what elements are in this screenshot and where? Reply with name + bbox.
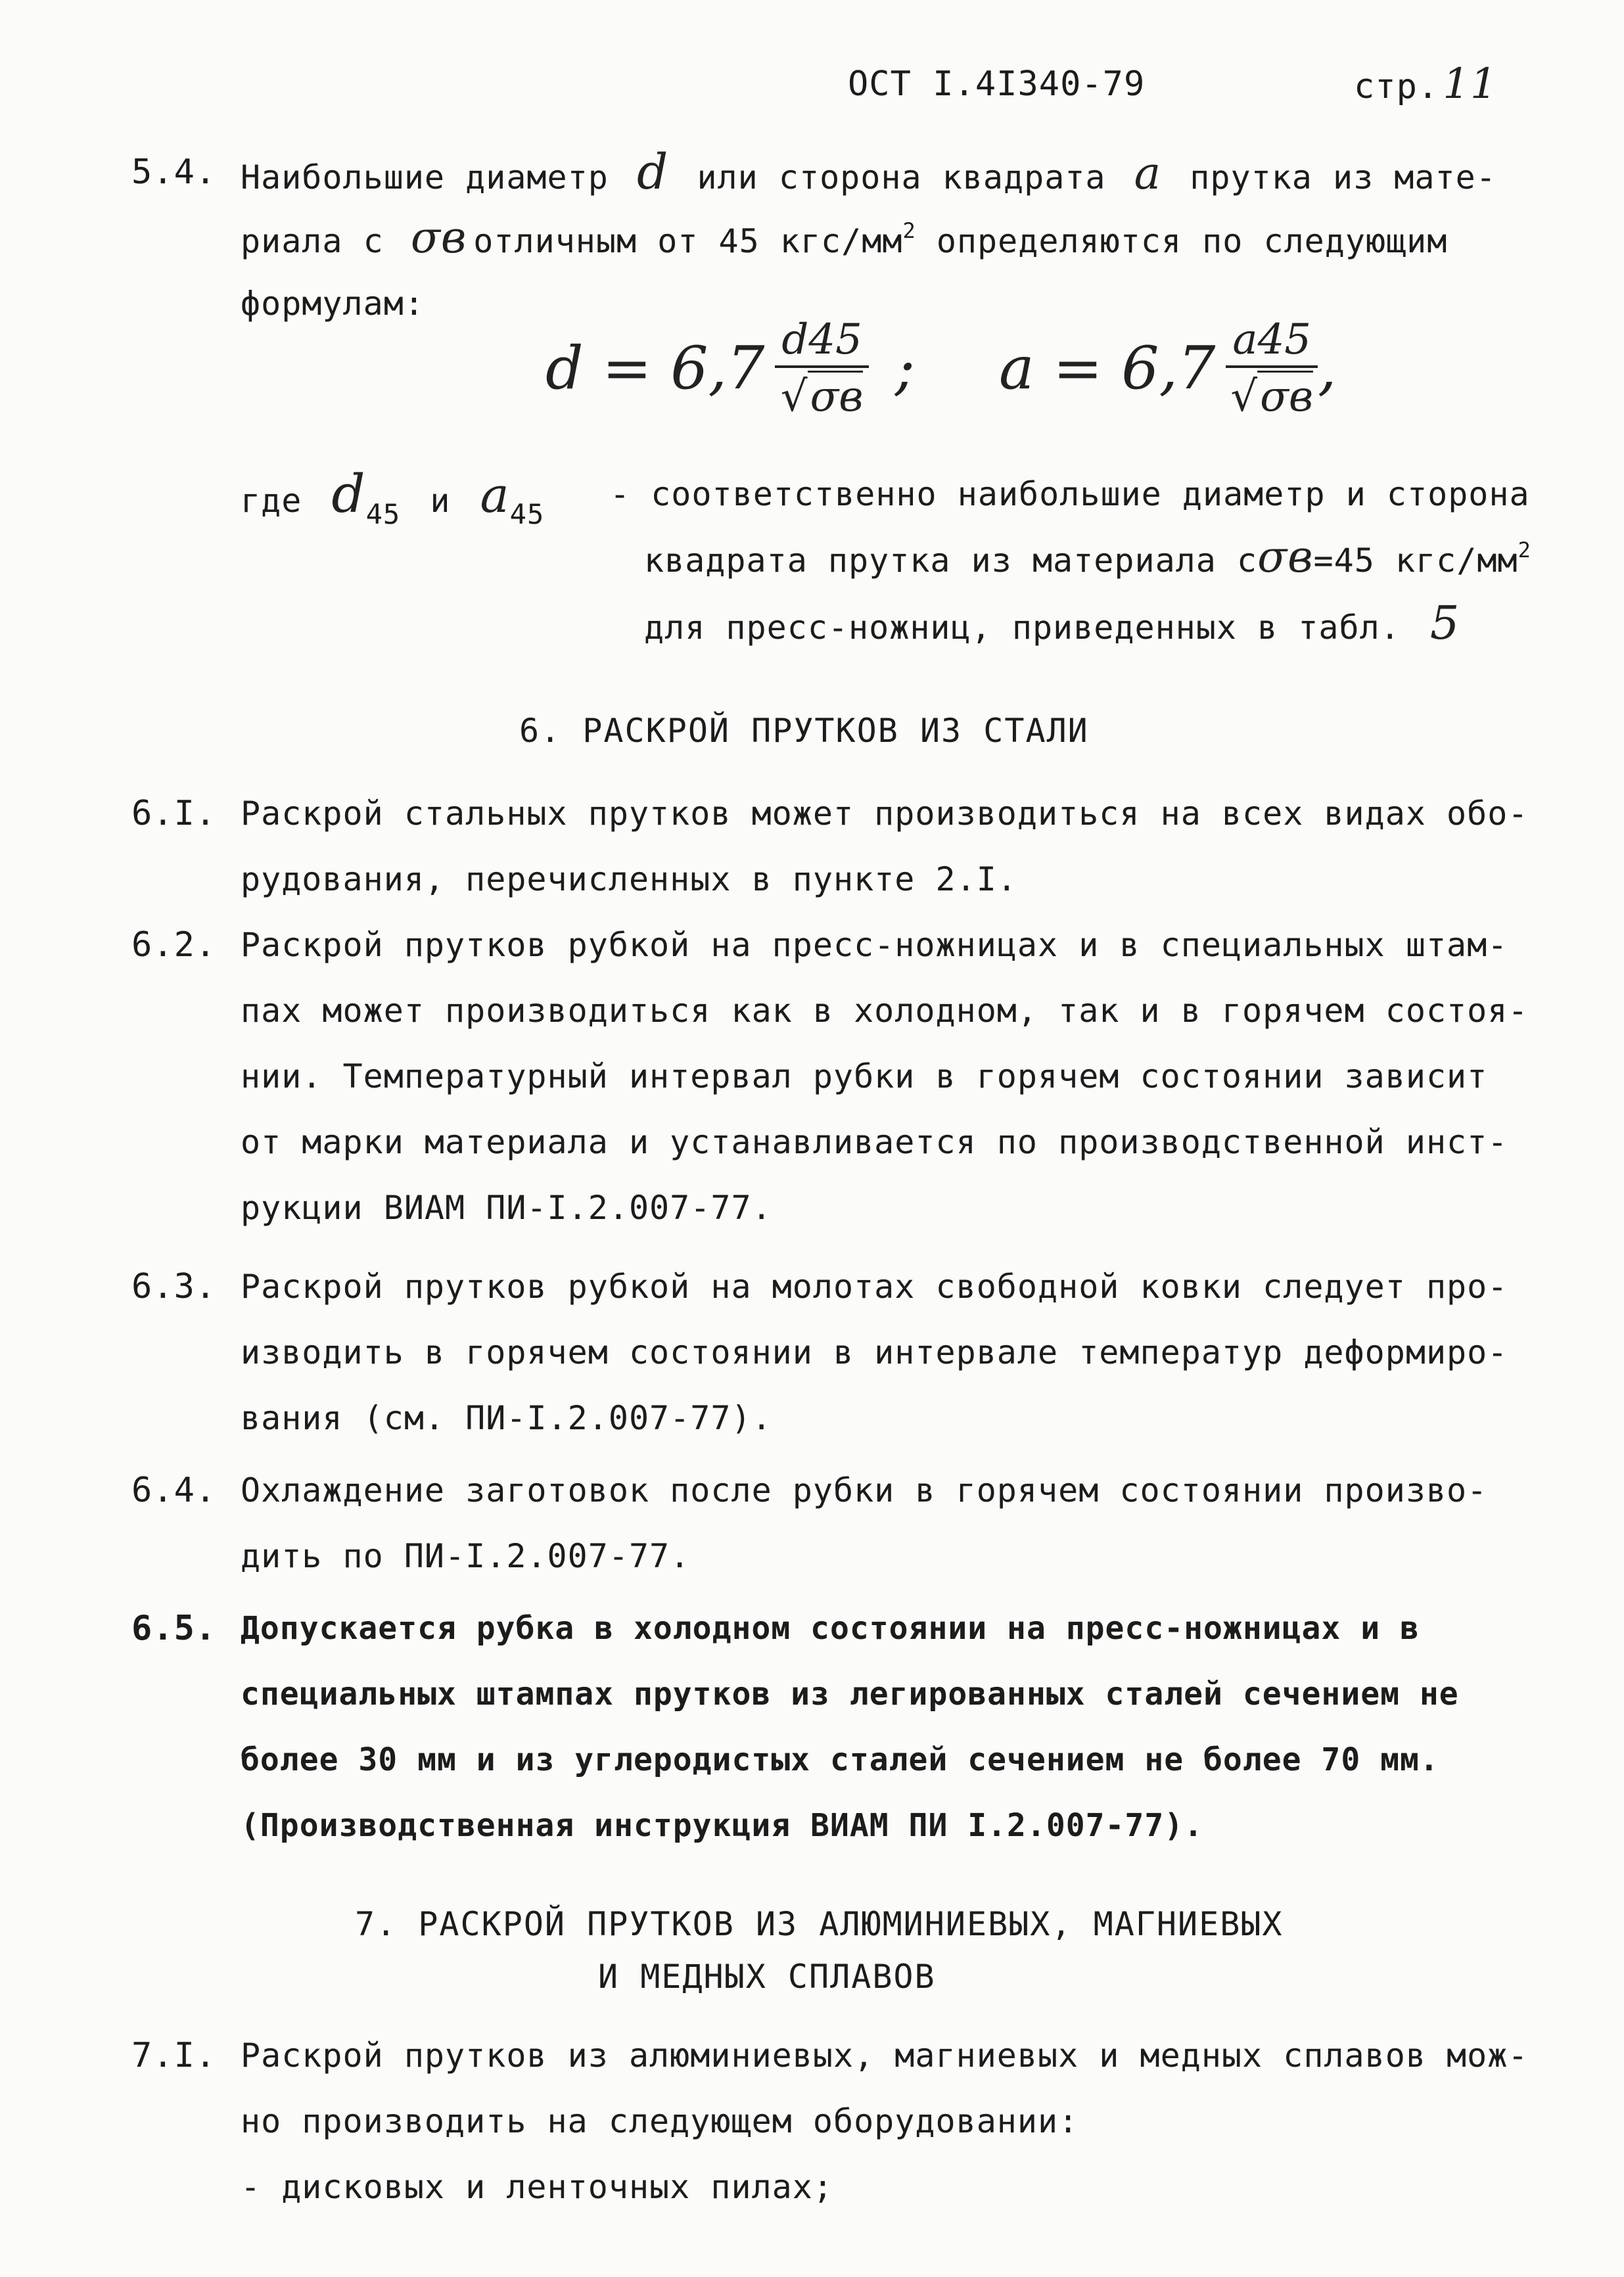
clause-number-5-4: 5.4. xyxy=(131,152,217,192)
list-item: - дисковых и ленточных пилах; xyxy=(241,2168,833,2206)
formula-d xyxy=(545,315,915,421)
formula-a xyxy=(999,315,1337,421)
text: определяются по следующим xyxy=(936,222,1448,260)
radicand: σв xyxy=(1257,371,1313,421)
fraction xyxy=(1226,315,1318,421)
clause-7-1-line-1: Раскрой прутков из алюминиевых, магниевых и медных сплавов мож- xyxy=(241,2036,1529,2075)
symbol-a45: a xyxy=(480,467,510,524)
clause-7-1-line-2: но производить на следующем оборудовании: xyxy=(241,2102,1079,2140)
clause-6-5-line-1: Допускается рубка в холодном состоянии на пресс-ножницах и в xyxy=(241,1610,1420,1647)
text: Наибольшие диаметр xyxy=(241,158,609,196)
section-7-heading-line-1: 7. РАСКРОЙ ПРУТКОВ ИЗ АЛЮМИНИЕВЫХ, МАГНИЕВЫХ xyxy=(355,1905,1284,1943)
clause-6-5-line-4: (Производственная инструкция ВИАМ ПИ I.2.007-77). xyxy=(241,1807,1204,1844)
clause-6-2-line-4: от марки материала и устанавливается по производственной инст- xyxy=(241,1123,1508,1161)
clause-number-6-4: 6.4. xyxy=(131,1471,217,1510)
radicand: σв xyxy=(808,371,864,421)
document-code: ОСТ I.4I340-79 xyxy=(848,64,1146,104)
clause-number-6-5: 6.5. xyxy=(131,1609,217,1648)
superscript: 2 xyxy=(902,218,916,243)
clause-6-2-line-3: нии. Температурный интервал рубки в горячем состоянии зависит xyxy=(241,1057,1488,1095)
clause-6-2-line-2: пах может производиться как в холодном, так и в горячем состоя- xyxy=(241,992,1529,1030)
text: и xyxy=(430,482,451,520)
page-number: 11 xyxy=(1443,60,1498,108)
clause-6-4-line-2: дить по ПИ-I.2.007-77. xyxy=(241,1537,691,1575)
clause-5-4-line-2 xyxy=(241,212,1448,263)
clause-6-1-line-1: Раскрой стальных прутков может производиться на всех видах обо- xyxy=(241,794,1529,833)
page-label-text: стр. xyxy=(1354,67,1439,106)
clause-6-1-line-2: рудования, перечисленных в пункте 2.I. xyxy=(241,860,1017,898)
text: прутка из мате- xyxy=(1190,158,1496,196)
page-label xyxy=(1354,60,1498,108)
section-7-heading-line-2: И МЕДНЫХ СПЛАВОВ xyxy=(598,1958,936,1996)
text: =45 кгс/мм xyxy=(1313,541,1518,580)
clause-6-5-line-3: более 30 мм и из углеродистых сталей сечением не более 70 мм. xyxy=(241,1741,1439,1778)
formula-lhs: d = 6,7 xyxy=(545,334,765,403)
clause-6-2-line-1: Раскрой прутков рубкой на пресс-ножницах и в специальных штам- xyxy=(241,926,1508,964)
symbol-a: a xyxy=(1134,148,1162,200)
where-line-3 xyxy=(644,596,1460,650)
text: отличным от 45 кгс/мм xyxy=(473,222,903,260)
text: или сторона квадрата xyxy=(697,158,1106,196)
symbol-sigma: σв xyxy=(1257,532,1314,582)
fraction-numerator: a45 xyxy=(1226,315,1318,368)
symbol-d: d xyxy=(636,144,669,200)
table-number: 5 xyxy=(1429,596,1460,650)
fraction-numerator: d45 xyxy=(775,315,868,368)
clause-number-6-3: 6.3. xyxy=(131,1267,217,1306)
clause-6-3-line-3: вания (см. ПИ-I.2.007-77). xyxy=(241,1399,772,1437)
clause-6-5-line-2: специальных штампах прутков из легированных сталей сечением не xyxy=(241,1676,1459,1713)
text: квадрата прутка из материала с xyxy=(644,541,1258,580)
clause-6-2-line-5: рукции ВИАМ ПИ-I.2.007-77. xyxy=(241,1189,772,1227)
symbol-sigma: σв xyxy=(410,212,467,263)
formula-lhs: a = 6,7 xyxy=(999,334,1216,403)
where-line-1 xyxy=(241,463,545,530)
where-line-2 xyxy=(644,532,1531,582)
text: риала с xyxy=(241,222,384,260)
text: для пресс-ножниц, приведенных в табл. xyxy=(644,609,1401,647)
clause-6-4-line-1: Охлаждение заготовок после рубки в горячем состоянии произво- xyxy=(241,1471,1488,1509)
clause-6-3-line-1: Раскрой прутков рубкой на молотах свободной ковки следует про- xyxy=(241,1268,1508,1306)
clause-number-7-1: 7.I. xyxy=(131,2036,217,2075)
text: где xyxy=(241,482,302,520)
clause-5-4-line-3: формулам: xyxy=(241,285,425,323)
clause-number-6-1: 6.I. xyxy=(131,794,217,833)
fraction-denominator: √σв xyxy=(781,368,864,421)
formula-separator: ; xyxy=(894,334,916,403)
symbol-d45: d xyxy=(331,463,366,524)
clause-6-3-line-2: изводить в горячем состоянии в интервале температур деформиро- xyxy=(241,1333,1508,1371)
fraction-denominator: √σв xyxy=(1230,368,1313,421)
section-6-heading: 6. РАСКРОЙ ПРУТКОВ ИЗ СТАЛИ xyxy=(519,712,1089,750)
subscript: 45 xyxy=(365,498,401,530)
where-line-1-text: - соответственно наибольшие диаметр и сторона xyxy=(610,475,1530,513)
formula-end: , xyxy=(1318,334,1337,403)
clause-number-6-2: 6.2. xyxy=(131,925,217,965)
fraction xyxy=(775,315,868,421)
clause-5-4-line-1 xyxy=(241,144,1496,200)
superscript: 2 xyxy=(1518,538,1531,563)
subscript: 45 xyxy=(509,498,545,530)
